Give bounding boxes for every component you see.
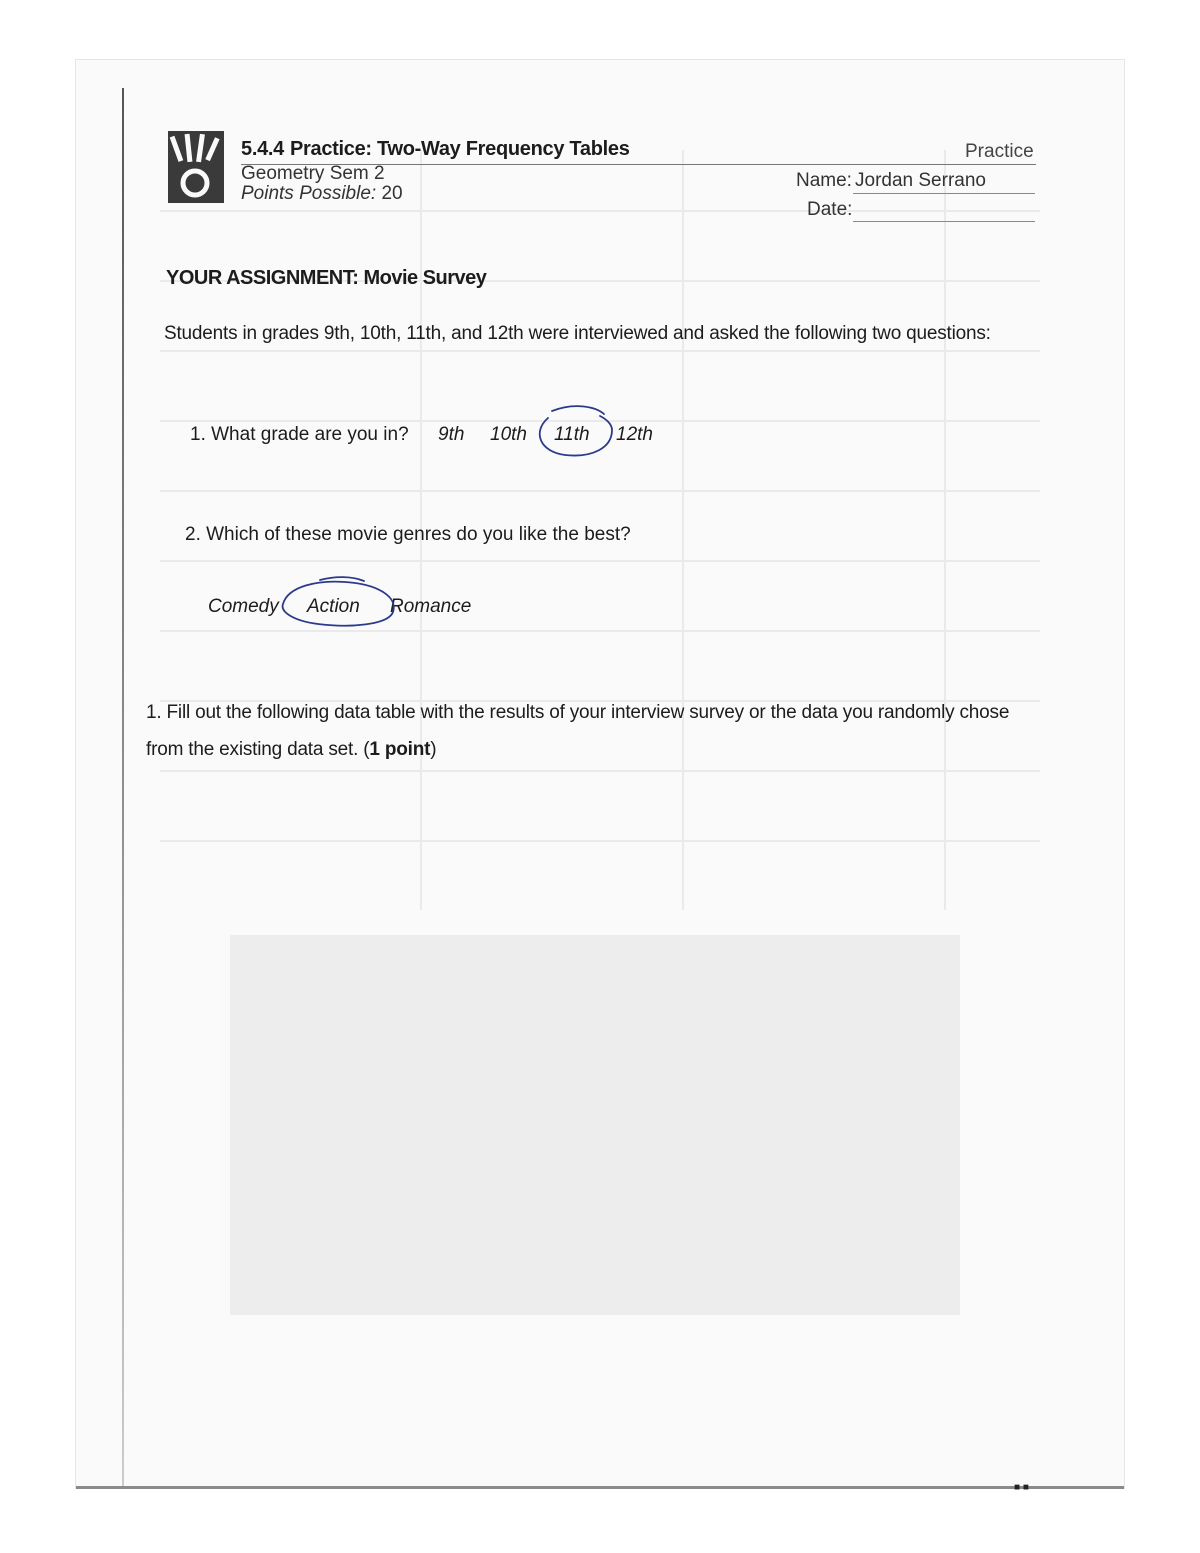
course-logo-icon <box>168 131 224 203</box>
points-label: Points Possible: <box>241 183 377 204</box>
page-marks: ■ ■ <box>1014 1482 1029 1493</box>
question-1-text: 1. What grade are you in? <box>190 424 409 445</box>
task-1-close: ) <box>430 739 437 760</box>
points-possible <box>241 183 403 205</box>
assignment-intro: Students in grades 9th, 10th, 11th, and 12th were interviewed and asked the following two questions: <box>164 323 991 344</box>
page-edge <box>122 88 124 1488</box>
lesson-title <box>241 138 630 161</box>
lesson-number: 5.4.4 <box>241 138 284 160</box>
genre-option-comedy[interactable]: Comedy <box>208 596 279 617</box>
date-label: Date: <box>807 199 853 220</box>
page-bottom-edge <box>76 1486 1124 1489</box>
name-underline <box>853 193 1035 194</box>
task-1-instructions <box>146 694 1046 768</box>
points-value: 20 <box>381 183 403 204</box>
grade-option-9th[interactable]: 9th <box>438 424 465 445</box>
course-name: Geometry Sem 2 <box>241 163 385 184</box>
genre-option-romance[interactable]: Romance <box>390 596 472 617</box>
lesson-title-text: Practice: Two-Way Frequency Tables <box>289 138 630 160</box>
genre-option-action[interactable]: Action <box>307 596 360 617</box>
assignment-type-label: Practice <box>965 141 1034 162</box>
date-field[interactable] <box>853 221 1035 222</box>
task-1-text: 1. Fill out the following data table with the results of your interview survey or the data you randomly chose from the existing data set. ( <box>146 702 1010 760</box>
assignment-title: YOUR ASSIGNMENT: Movie Survey <box>166 267 487 289</box>
grade-option-12th[interactable]: 12th <box>616 424 653 445</box>
question-2-text: 2. Which of these movie genres do you like the best? <box>185 524 631 545</box>
task-1-points: 1 point <box>369 739 431 760</box>
grade-option-11th[interactable]: 11th <box>554 424 590 445</box>
grade-option-10th[interactable]: 10th <box>490 424 527 445</box>
name-field[interactable]: Jordan Serrano <box>855 170 986 191</box>
name-label: Name: <box>796 170 852 191</box>
